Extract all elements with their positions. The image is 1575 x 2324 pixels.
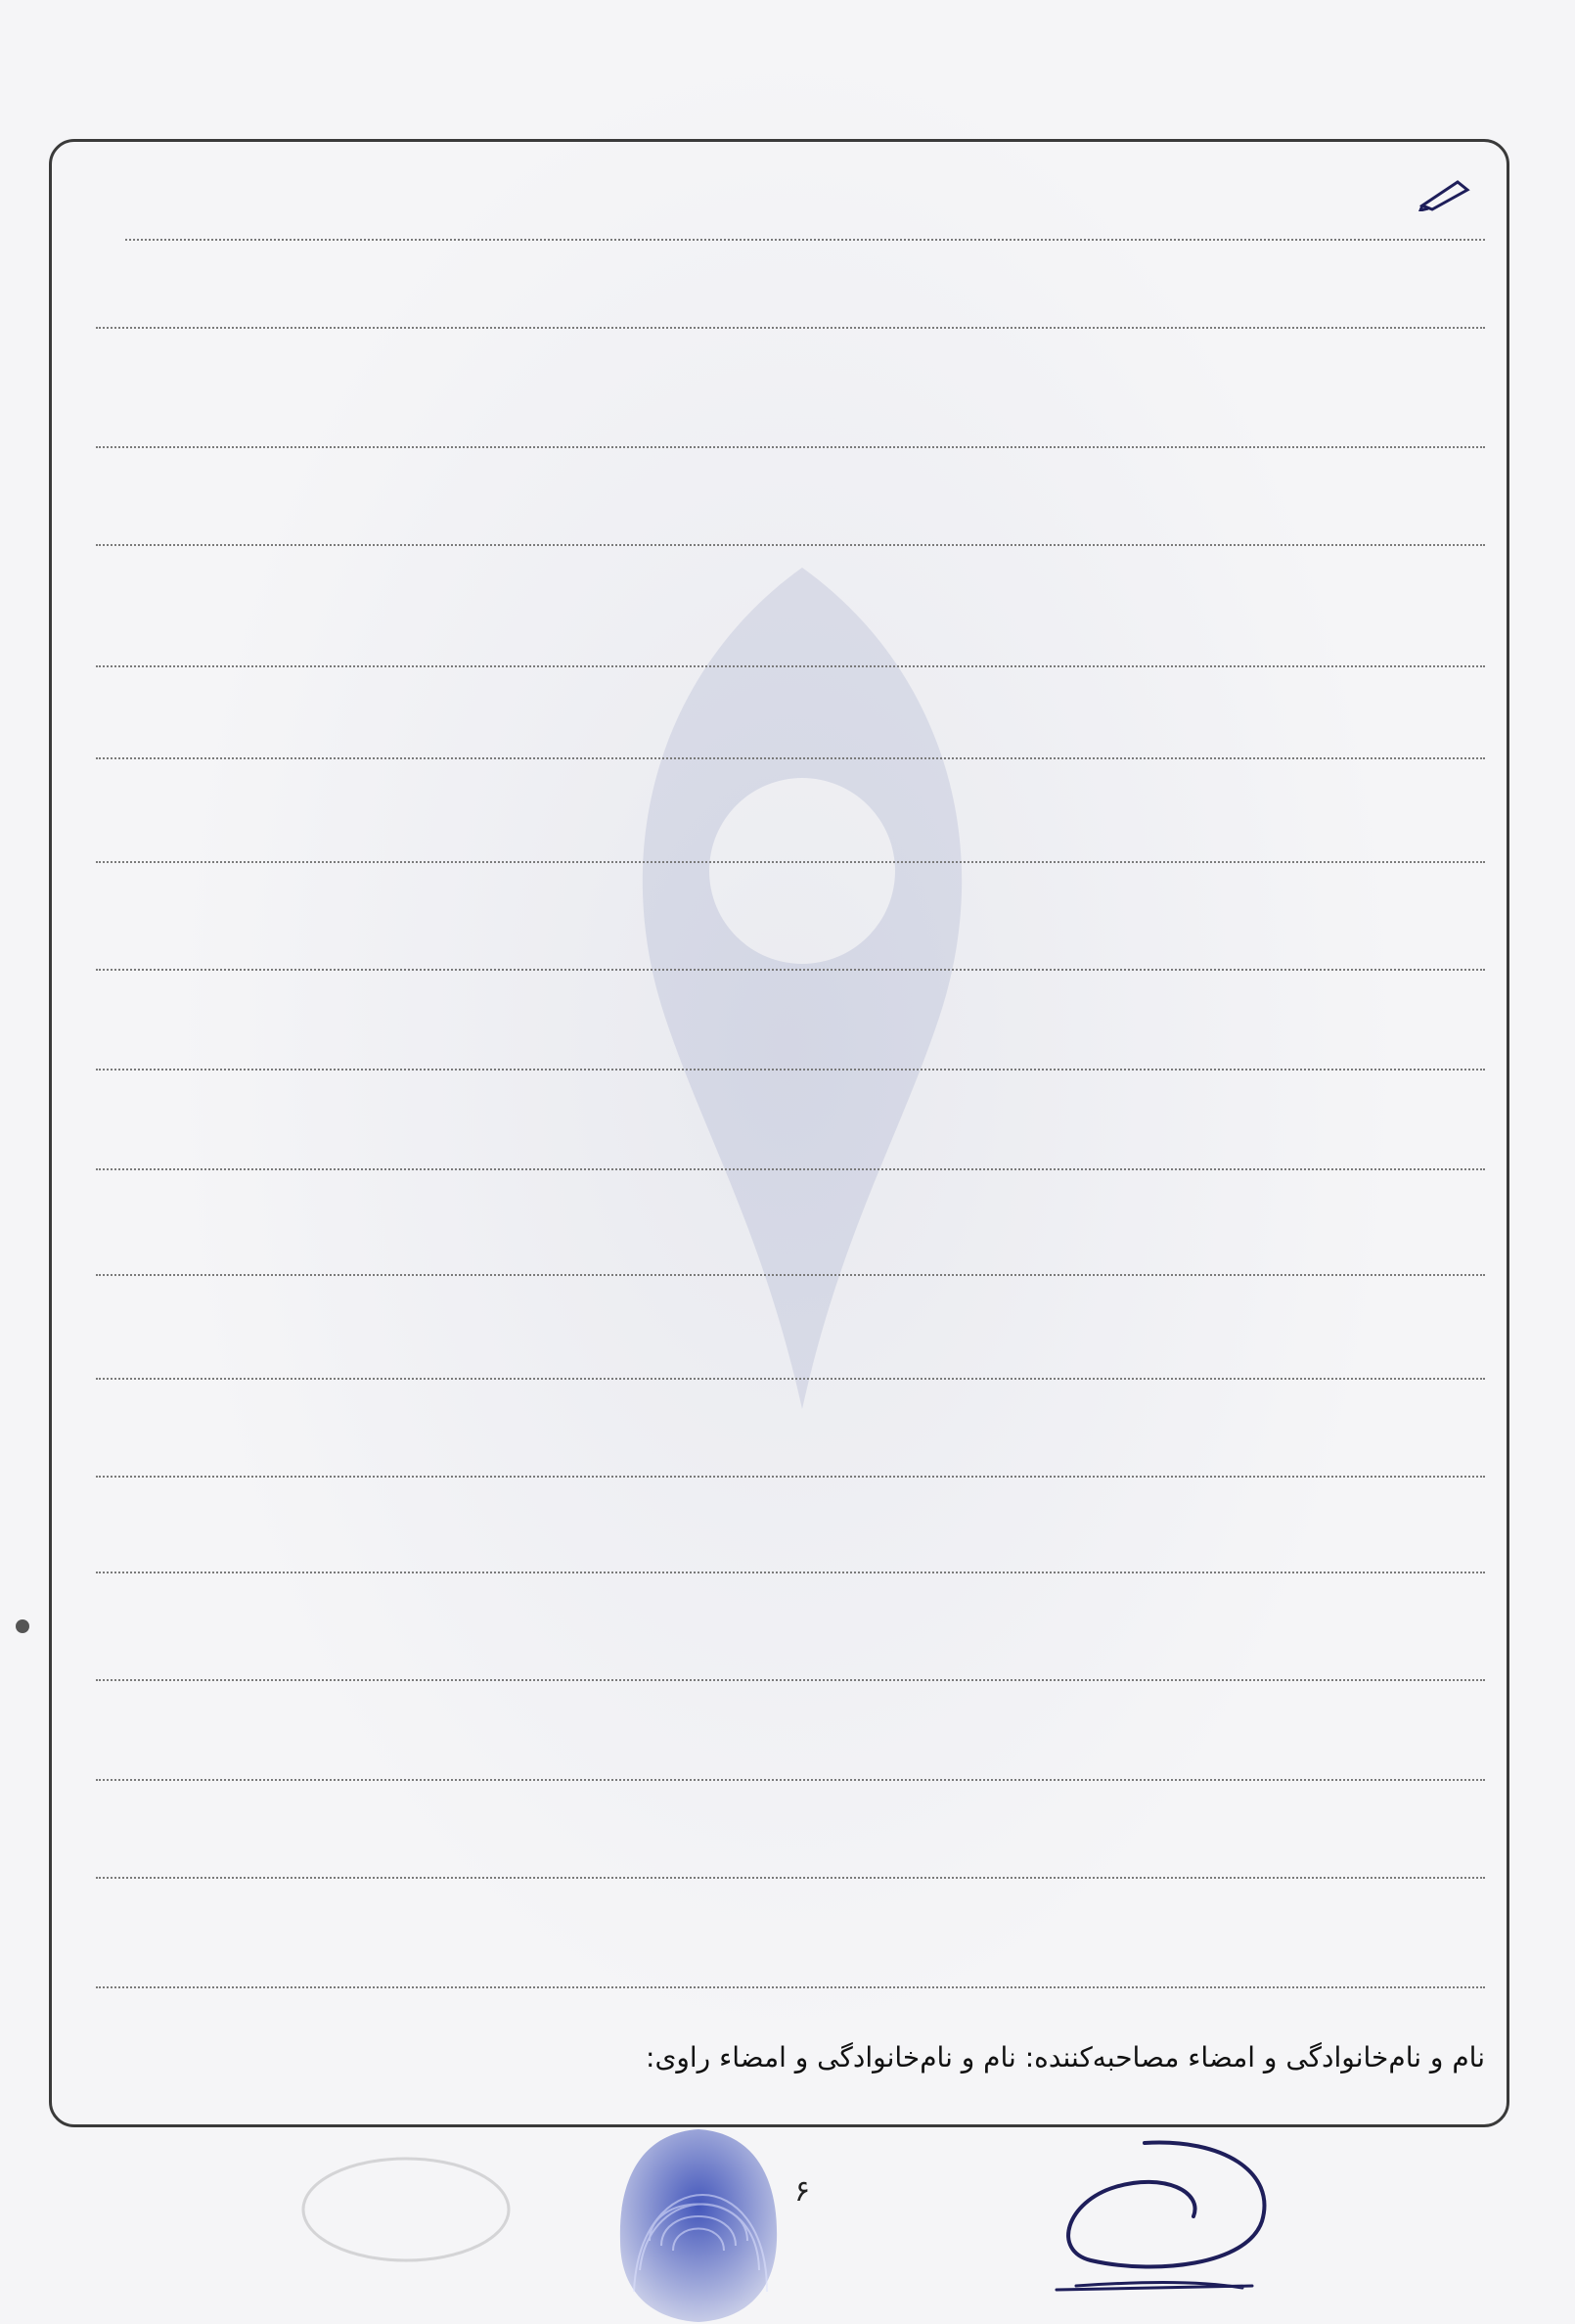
ruled-line-14 bbox=[96, 1572, 1485, 1573]
narrator-signature bbox=[998, 2114, 1291, 2309]
signature-footer bbox=[646, 2037, 1485, 2074]
page-number: ۶ bbox=[793, 2174, 811, 2209]
ruled-line-6 bbox=[96, 757, 1485, 759]
ruled-line-8 bbox=[96, 969, 1485, 971]
ruled-line-13 bbox=[96, 1476, 1485, 1478]
pencil-icon bbox=[1418, 176, 1475, 211]
ruled-line-3 bbox=[96, 446, 1485, 448]
narrator-label: نام و نام‌خانوادگی و امضاء راوی: bbox=[646, 2041, 1016, 2073]
ruled-line-12 bbox=[96, 1378, 1485, 1380]
ruled-line-15 bbox=[96, 1679, 1485, 1681]
ruled-line-2 bbox=[96, 327, 1485, 329]
ruled-line-5 bbox=[96, 665, 1485, 667]
page-frame bbox=[49, 139, 1509, 2127]
faded-signature bbox=[293, 2141, 518, 2278]
ruled-line-7 bbox=[96, 861, 1485, 863]
ruled-line-10 bbox=[96, 1168, 1485, 1170]
interviewer-label: نام و نام‌خانوادگی و امضاء مصاحبه‌کننده: bbox=[1024, 2041, 1485, 2073]
ruled-line-18 bbox=[96, 1986, 1485, 1988]
fingerprint-stamp bbox=[610, 2123, 787, 2324]
ruled-line-11 bbox=[96, 1274, 1485, 1276]
ruled-line-4 bbox=[96, 544, 1485, 546]
ruled-line-9 bbox=[96, 1069, 1485, 1071]
ruled-line-17 bbox=[96, 1877, 1485, 1879]
ruled-line-1 bbox=[125, 239, 1485, 241]
ruled-line-16 bbox=[96, 1779, 1485, 1781]
ink-spot bbox=[16, 1619, 29, 1633]
